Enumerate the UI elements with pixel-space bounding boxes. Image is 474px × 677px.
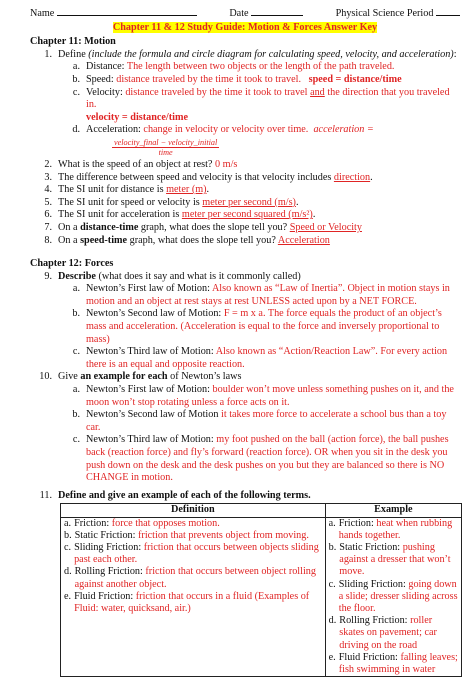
page-title: Chapter 11 & 12 Study Guide: Motion & Forces Answer Key (112, 21, 378, 33)
fraction-numerator: velocity_final − velocity_initial (114, 137, 218, 147)
chapter-12-heading: Chapter 12: Forces (30, 258, 114, 270)
name-field (30, 6, 197, 21)
answer-velocity: distance traveled by the time it took to travel and the direction that you traveled in. (86, 86, 450, 111)
period-label: Physical Science Period (335, 8, 434, 19)
period-field (336, 6, 460, 21)
acceleration-fraction-row (30, 137, 460, 159)
question-5: 5. The SI unit for speed or velocity is meter per second (m/s). (44, 196, 299, 208)
date-blank (251, 6, 303, 16)
question-9b: b. Newton’s Second law of Motion: F = m x a. The force equals the product of an object’s mass and acceleration. (Acceleration is equal to the force and inversely proportional to mass) (72, 308, 442, 345)
acceleration-fraction (112, 138, 219, 157)
question-10b: b. Newton’s Second law of Motion it takes more force to accelerate a school bus than a toy car. (72, 409, 447, 433)
question-1: 1. Define (include the formula and circle diagram for calculating speed, velocity, and acceleration): (44, 48, 457, 60)
speed-formula: speed = distance/time (308, 73, 402, 85)
question-1c: c. Velocity: distance traveled by the time it took to travel and the direction that you traveled in. velocity = distance/time (72, 86, 450, 123)
answer-speed: distance traveled by the time it took to travel. (116, 73, 302, 85)
question-9a: a. Newton’s First law of Motion: Also known as “Law of Inertia”. Object in motion stays in motion and an object at rest stays at rest UNLESS acted upon by a NET FORCE. (72, 283, 450, 307)
question-9: 9. Describe (what does it say and what is it commonly called) (44, 270, 301, 282)
answer-acceleration: change in velocity or velocity over time. (143, 124, 309, 136)
table-header-row (61, 504, 462, 517)
question-1b: b. Speed: distance traveled by the time it took to travel. speed = distance/time (72, 73, 402, 85)
acceleration-formula-left: acceleration = (313, 124, 374, 136)
question-9c: c. Newton’s Third law of Motion: Also known as “Action/Reaction Law”. For every action there is an equal and opposite reaction. (72, 346, 448, 370)
column-header-example: Example (325, 504, 461, 517)
header-line (30, 6, 460, 21)
answer-distance: The length between two objects or the length of the path traveled. (126, 61, 395, 73)
velocity-formula: velocity = distance/time (86, 111, 188, 123)
name-label: Name (30, 8, 55, 19)
question-3: 3. The difference between speed and velocity is that velocity includes direction. (44, 171, 373, 183)
friction-table (60, 503, 462, 677)
question-7: 7. On a distance-time graph, what does the slope tell you? Speed or Velocity (44, 221, 362, 233)
date-label: Date (229, 8, 249, 19)
question-1a: a. Distance: The length between two objects or the length of the path traveled. (72, 61, 395, 73)
table-row: a. Friction: force that opposes motion. b. Static Friction: friction that prevents object from moving. c. Sliding Friction: friction that occurs between objects sliding past each other. d. Rolling Friction: friction that occurs between object rolling against another object. e. Fluid Friction: friction that occurs in a fluid (Examples of Fluid: water, quicksand, air.) a. Friction: heat when rubbing hands together. b. Static Friction: pushing against a dresser that won’t move. c. Sliding Friction: going down a slide; dresser sliding across the floor. d. Rolling Friction: roller skates on pavement; car driving on the road e. Fluid Friction: falling leaves; fish swimming in water (61, 517, 462, 677)
date-field (229, 6, 303, 21)
column-header-definition: Definition (61, 504, 326, 517)
question-11: 11. Define and give an example of each of the following terms. (39, 489, 311, 501)
question-4: 4. The SI unit for distance is meter (m). (44, 184, 210, 196)
question-8: 8. On a speed-time graph, what does the slope tell you? Acceleration (44, 234, 330, 246)
fraction-denominator: time (158, 147, 173, 157)
period-blank (436, 6, 460, 16)
question-10: 10. Give an example for each of Newton’s laws (39, 371, 242, 383)
question-6: 6. The SI unit for acceleration is meter per second squared (m/s²). (44, 209, 316, 221)
chapter-11-heading: Chapter 11: Motion (30, 36, 116, 48)
question-10c: c. Newton’s Third law of Motion: my foot pushed on the ball (action force), the ball pushes back (reaction force) and fly’s forward (reaction force). OR when you sit in the desk you push down on the desk and the desk pushes on you but they are balanced so there is NO CHANGE in motion. (72, 434, 449, 484)
question-2: 2. What is the speed of an object at rest? 0 m/s (44, 158, 238, 170)
question-1d: d. Acceleration: change in velocity or velocity over time. acceleration = (72, 124, 374, 136)
question-10a: a. Newton’s First law of Motion: boulder won’t move unless something pushes on it, and the moon won’t stop rotating unless a force acts on it. (72, 384, 454, 408)
name-blank (57, 6, 197, 16)
